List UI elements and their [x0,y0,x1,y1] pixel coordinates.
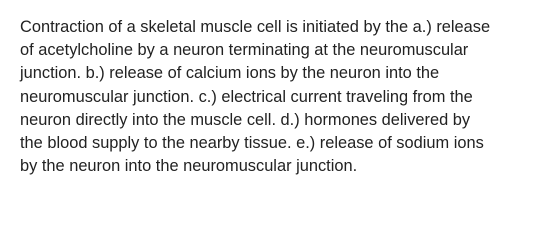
question-line: neuromuscular junction. c.) electrical current traveling from the [20,87,473,106]
question-line: the blood supply to the nearby tissue. e.) release of sodium ions [20,134,484,153]
question-line: neuron directly into the muscle cell. d.) hormones delivered by [20,110,471,129]
question-line: of acetylcholine by a neuron terminating at the neuromuscular [20,41,469,60]
question-text [20,16,544,178]
question-line: by the neuron into the neuromuscular junction. [20,157,358,176]
question-line: junction. b.) release of calcium ions by the neuron into the [20,64,440,83]
question-line: Contraction of a skeletal muscle cell is initiated by the a.) release [20,18,491,36]
